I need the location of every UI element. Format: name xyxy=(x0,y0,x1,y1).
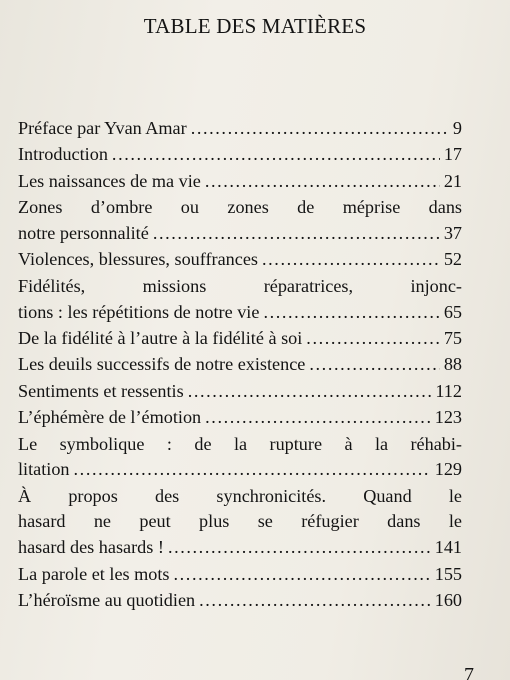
toc-entry xyxy=(18,326,462,352)
toc-entry-line: Le symbolique : de la rupture à la réhabi- xyxy=(18,433,462,454)
dot-leader xyxy=(306,326,440,352)
toc-entry-page: 37 xyxy=(443,222,462,243)
toc-entry-last-line xyxy=(18,221,462,247)
dot-leader xyxy=(262,247,440,273)
dot-leader xyxy=(74,457,431,483)
toc-entry-title: Les deuils successifs de notre existence xyxy=(18,354,306,375)
toc-entry xyxy=(18,352,462,378)
toc-entry-title: La parole et les mots xyxy=(18,563,170,584)
toc-entry xyxy=(18,405,462,431)
toc-entry-title: De la fidélité à l’autre à la fidélité à soi xyxy=(18,327,303,348)
toc-entry xyxy=(18,247,462,273)
toc-entry-line: Fidélités, missions réparatrices, injonc- xyxy=(18,275,462,296)
toc-entry xyxy=(18,142,462,168)
dot-leader xyxy=(205,169,440,195)
dot-leader xyxy=(199,588,431,614)
toc-entry-title: litation xyxy=(18,459,70,480)
toc-entry-page: 155 xyxy=(434,563,462,584)
toc-entry-last-line xyxy=(18,379,462,405)
toc-entry-last-line xyxy=(18,405,462,431)
toc-entry-last-line xyxy=(18,116,462,142)
toc-entry-title: L’éphémère de l’émotion xyxy=(18,407,202,428)
toc-entry-last-line xyxy=(18,169,462,195)
table-of-contents xyxy=(18,116,462,614)
toc-entry-last-line xyxy=(18,300,462,326)
dot-leader xyxy=(112,142,440,168)
page-title: TABLE DES MATIÈRES xyxy=(143,14,367,38)
dot-leader xyxy=(153,221,440,247)
toc-entry-page: 9 xyxy=(452,118,462,138)
toc-entry-last-line xyxy=(18,247,462,273)
dot-leader xyxy=(168,535,431,561)
dot-leader xyxy=(263,300,439,326)
toc-entry xyxy=(18,562,462,588)
toc-entry xyxy=(18,379,462,405)
dot-leader xyxy=(205,405,431,431)
toc-entry-title: Introduction xyxy=(18,144,108,165)
toc-entry-last-line xyxy=(18,535,462,561)
dot-leader xyxy=(174,562,431,588)
bleed-through-text xyxy=(360,92,364,112)
toc-entry-title: hasard des hasards ! xyxy=(18,537,164,558)
toc-entry-title: L’héroïsme au quotidien xyxy=(18,590,196,611)
dot-leader xyxy=(188,379,432,405)
dot-leader xyxy=(309,352,439,378)
toc-entry-title: tions : les répétitions de notre vie xyxy=(18,301,260,322)
toc-entry-page: 160 xyxy=(434,590,462,611)
toc-entry-line: hasard ne peut plus se réfugier dans le xyxy=(18,511,462,532)
toc-entry-title: Préface par Yvan Amar xyxy=(18,118,187,138)
toc-entry-last-line xyxy=(18,457,462,483)
toc-entry-page: 65 xyxy=(443,301,462,322)
toc-entry-page: 112 xyxy=(435,380,462,401)
toc-entry-last-line xyxy=(18,326,462,352)
toc-entry-page: 75 xyxy=(443,327,462,348)
toc-entry-page: 17 xyxy=(443,144,462,165)
toc-entry xyxy=(18,195,462,247)
bleed-through-text xyxy=(330,44,334,64)
toc-entry-title: notre personnalité xyxy=(18,222,149,243)
toc-entry-page: 123 xyxy=(434,407,462,428)
bleed-through-text xyxy=(350,68,354,88)
toc-entry-page: 21 xyxy=(443,170,462,191)
toc-entry-page: 52 xyxy=(443,249,462,270)
toc-entry-line: Zones d’ombre ou zones de méprise dans xyxy=(18,197,462,218)
toc-entry xyxy=(18,116,462,142)
dot-leader xyxy=(191,116,449,142)
toc-entry xyxy=(18,169,462,195)
toc-entry-page: 88 xyxy=(443,354,462,375)
toc-entry xyxy=(18,274,462,326)
toc-entry xyxy=(18,432,462,484)
toc-entry-last-line xyxy=(18,588,462,614)
toc-entry-title: Les naissances de ma vie xyxy=(18,170,201,191)
toc-entry-last-line xyxy=(18,352,462,378)
toc-entry-page: 141 xyxy=(434,537,462,558)
toc-entry xyxy=(18,484,462,561)
page-number: 7 xyxy=(464,664,474,680)
toc-entry-last-line xyxy=(18,142,462,168)
toc-entry-title: Sentiments et ressentis xyxy=(18,380,184,401)
toc-entry-page: 129 xyxy=(434,459,462,480)
toc-entry xyxy=(18,588,462,614)
toc-entry-title: Violences, blessures, souffrances xyxy=(18,249,258,270)
toc-entry-line: À propos des synchronicités. Quand le xyxy=(18,485,462,506)
toc-entry-last-line xyxy=(18,562,462,588)
